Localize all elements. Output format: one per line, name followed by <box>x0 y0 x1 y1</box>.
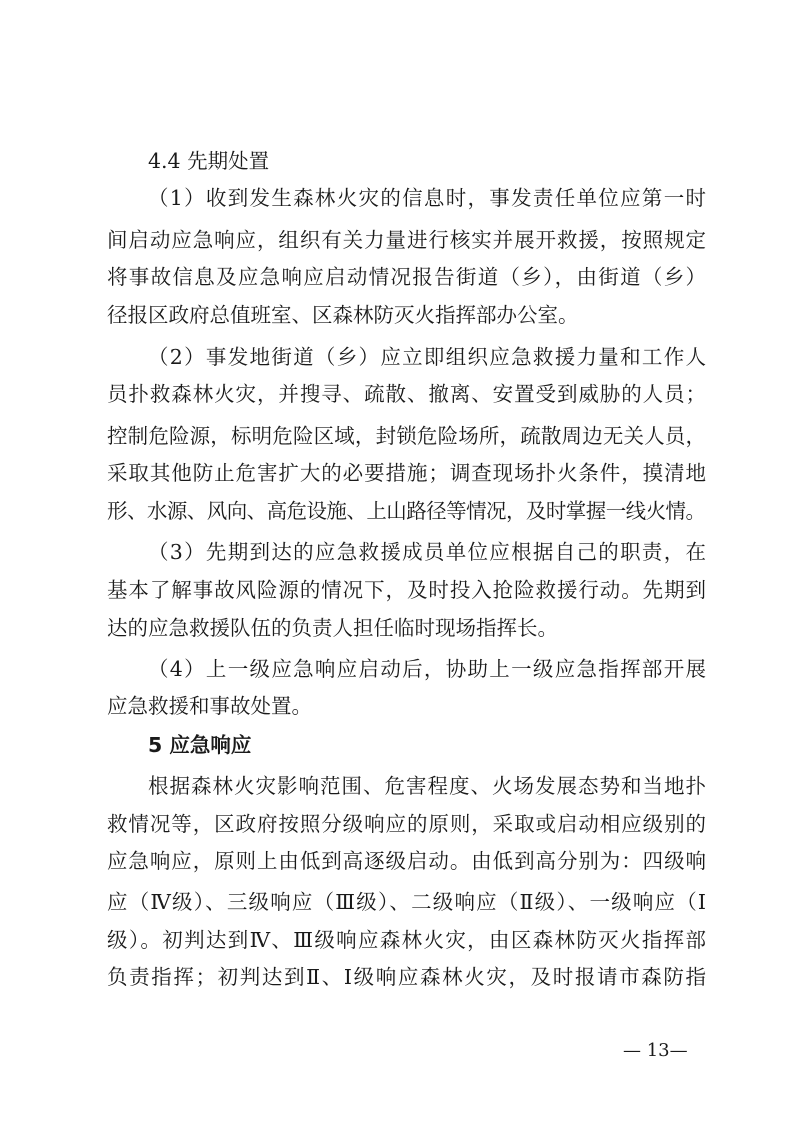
paragraph-4-line-2: 应急救援和事故处置。 <box>107 694 312 718</box>
paragraph-1-line-4: 径报区政府总值班室、区森林防灭火指挥部办公室。 <box>107 303 579 327</box>
paragraph-3-line-3: 达的应急救援队伍的负责人担任临时现场指挥长。 <box>107 616 558 640</box>
paragraph-2-line-1: （2）事发地街道（乡）应立即组织应急救援力量和工作人 <box>148 345 708 369</box>
paragraph-3-line-1: （3）先期到达的应急救援成员单位应根据自己的职责，在 <box>148 540 708 564</box>
paragraph-4-line-1: （4）上一级应急响应启动后，协助上一级应急指挥部开展 <box>148 657 708 681</box>
section-heading-5: 5 应急响应 <box>148 733 252 757</box>
paragraph-5-line-2: 救情况等，区政府按照分级响应的原则，采取或启动相应级别的 <box>107 812 707 836</box>
paragraph-2-line-2: 员扑救森林火灾，并搜寻、疏散、撤离、安置受到威胁的人员； <box>107 382 707 406</box>
paragraph-2-line-4: 采取其他防止危害扩大的必要措施；调查现场扑火条件，摸清地 <box>107 461 707 485</box>
paragraph-5-line-1: 根据森林火灾影响范围、危害程度、火场发展态势和当地扑 <box>148 774 707 798</box>
paragraph-2-line-3: 控制危险源，标明危险区域，封锁危险场所，疏散周边无关人员， <box>107 424 707 448</box>
paragraph-3-line-2: 基本了解事故风险源的情况下，及时投入抢险救援行动。先期到 <box>107 578 707 602</box>
paragraph-5-line-3: 应急响应，原则上由低到高逐级启动。由低到高分别为：四级响 <box>107 849 707 873</box>
page-number: — 13— <box>623 1040 688 1061</box>
paragraph-2-line-5: 形、水源、风向、高危设施、上山路径等情况，及时掌握一线火情。 <box>107 499 706 523</box>
section-heading-4-4: 4.4 先期处置 <box>148 149 270 173</box>
paragraph-5-line-4: 应（Ⅳ级）、三级响应（Ⅲ级）、二级响应（Ⅱ级）、一级响应（Ⅰ <box>107 890 708 914</box>
paragraph-5-line-5: 级）。初判达到Ⅳ、Ⅲ级响应森林火灾，由区森林防灭火指挥部 <box>107 928 708 952</box>
paragraph-5-line-6: 负责指挥；初判达到Ⅱ、Ⅰ级响应森林火灾，及时报请市森防指 <box>107 965 708 989</box>
paragraph-1-line-2: 间启动应急响应，组织有关力量进行核实并展开救援，按照规定 <box>107 228 707 252</box>
paragraph-1-line-1: （1）收到发生森林火灾的信息时，事发责任单位应第一时 <box>148 186 708 210</box>
paragraph-1-line-3: 将事故信息及应急响应启动情况报告街道（乡），由街道（乡） <box>107 265 708 289</box>
